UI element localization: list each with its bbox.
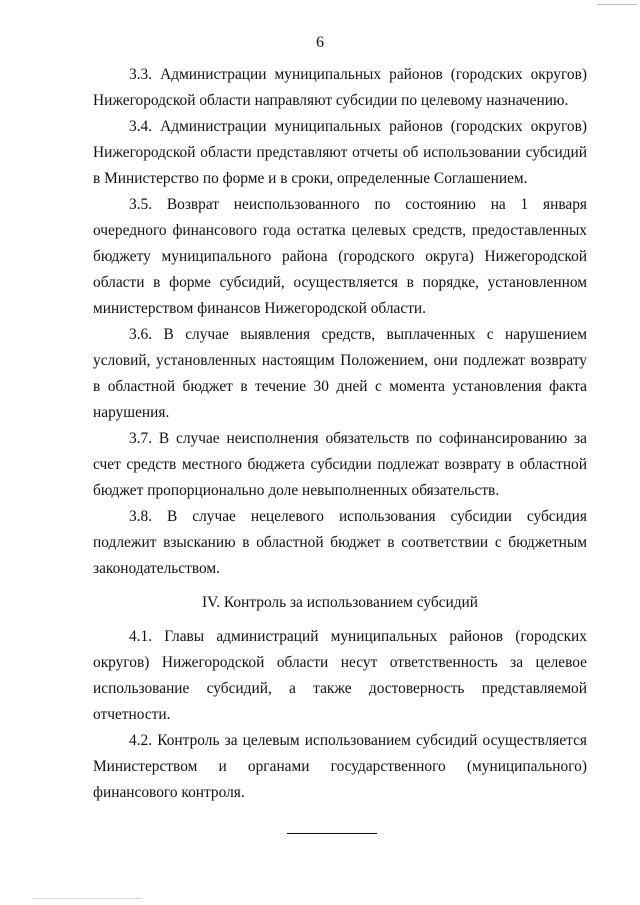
- paragraph-3-8: 3.8. В случае нецелевого использования субсидии субсидия подлежит взысканию в областной бюджет в соответствии с бюджетным законодательством.: [93, 508, 587, 577]
- document-body: [93, 62, 587, 806]
- section-heading: IV. Контроль за использованием субсидий: [201, 594, 479, 611]
- paragraph-4-2: 4.2. Контроль за целевым использованием субсидий осуществляется Министерством и органами государственного (муниципального) финансового контроля.: [93, 732, 587, 801]
- page-number: 6: [316, 34, 324, 51]
- paragraph-4-1: 4.1. Главы администраций муниципальных районов (городских округов) Нижегородской области несут ответственность за целевое использование субсидий, а также достоверность представляемой отчетности.: [93, 628, 587, 723]
- paragraph-3-7: 3.7. В случае неисполнения обязательств по софинансированию за счет средств местного бюджета субсидии подлежат возврату в областной бюджет пропорционально доле невыполненных обязательств.: [93, 430, 587, 499]
- paragraph-3-4: 3.4. Администрации муниципальных районов (городских округов) Нижегородской области представляют отчеты об использовании субсидий в Министерство по форме и в сроки, определенные Соглашением.: [93, 118, 587, 187]
- paragraph-3-5: 3.5. Возврат неиспользованного по состоянию на 1 января очередного финансового года остатка целевых средств, предоставленных бюджету муниципального района (городского округа) Нижегородской области в форме субсидий, осуществляется в порядке, установленном министерством финансов Нижегородской области.: [93, 196, 587, 317]
- scan-edge-mark-bottom: [32, 898, 142, 899]
- end-rule-divider: [287, 833, 377, 834]
- paragraph-3-3: 3.3. Администрации муниципальных районов (городских округов) Нижегородской области направляют субсидии по целевому назначению.: [93, 66, 587, 109]
- scan-edge-mark: [597, 4, 637, 5]
- paragraph-3-6: 3.6. В случае выявления средств, выплаченных с нарушением условий, установленных настоящим Положением, они подлежат возврату в областной бюджет в течение 30 дней с момента установления факта нарушения.: [93, 326, 587, 421]
